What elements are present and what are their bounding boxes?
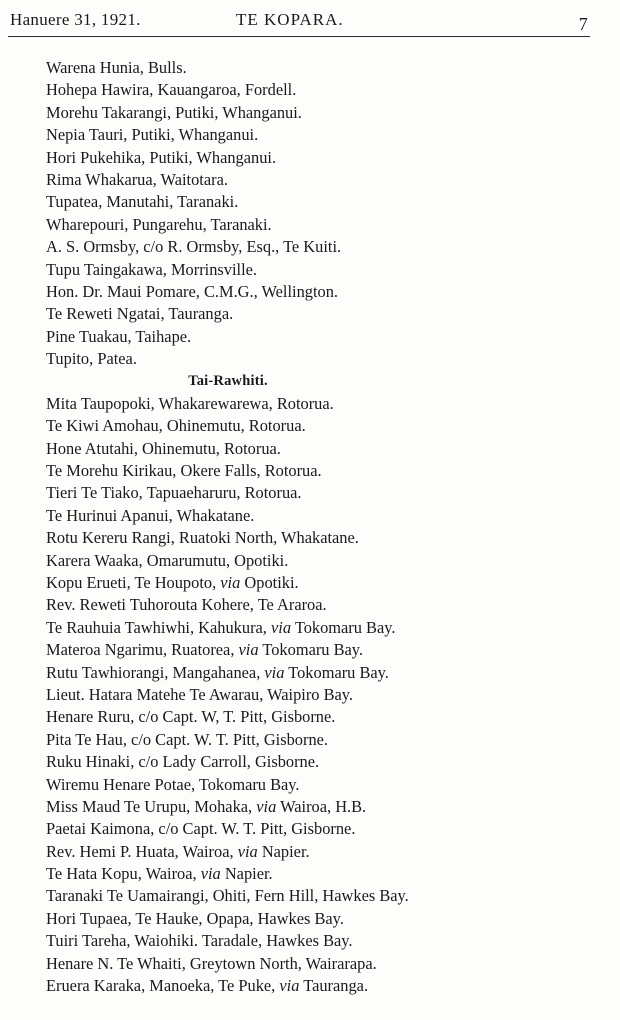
list-item [46, 662, 606, 684]
page-header [8, 4, 590, 37]
list-item: Taranaki Te Uamairangi, Ohiti, Fern Hill, Hawkes Bay. [46, 886, 409, 906]
subscriber-list [46, 57, 606, 997]
page-number: 7 [578, 14, 588, 34]
issue-date: Hanuere 31, 1921. [10, 10, 141, 29]
list-item: Warena Hunia, Bulls. [46, 58, 187, 77]
list-item [46, 975, 606, 997]
list-item: Wharepouri, Pungarehu, Taranaki. [46, 214, 272, 234]
list-item: Rima Whakarua, Waitotara. [46, 169, 228, 189]
list-item [46, 572, 606, 594]
list-item: Hori Pukehika, Putiki, Whanganui. [46, 147, 277, 167]
list-item: Te Reweti Ngatai, Tauranga. [46, 304, 234, 324]
list-item: Tieri Te Tiako, Tapuaeharuru, Rotorua. [46, 483, 302, 503]
via-text: via [238, 640, 259, 660]
list-item: Tuiri Tareha, Waiohiki. Taradale, Hawkes Bay. [46, 931, 353, 951]
list-item: Tupito, Patea. [46, 349, 137, 369]
list-item: Rev. Reweti Tuhorouta Kohere, Te Araroa. [46, 595, 327, 615]
entry-text: Napier. [220, 864, 273, 884]
section-heading: Tai-Rawhiti. [188, 373, 268, 390]
entry-text: Napier. [257, 841, 310, 861]
list-item: Henare N. Te Whaiti, Greytown North, Wairarapa. [46, 953, 377, 973]
entry-text: Tokomaru Bay. [291, 617, 396, 637]
via-text: via [264, 662, 285, 682]
via-text: via [279, 976, 300, 996]
list-item: Te Hurinui Apanui, Whakatane. [46, 505, 255, 525]
list-item [46, 841, 606, 863]
entry-text: Wairoa, H.B. [276, 796, 367, 816]
list-item: Hohepa Hawira, Kauangaroa, Fordell. [46, 80, 297, 100]
list-item: Lieut. Hatara Matehe Te Awarau, Waipiro Bay. [46, 684, 354, 704]
entry-text: Tauranga. [299, 976, 369, 996]
via-text: via [237, 841, 258, 861]
entry-text: Materoa Ngarimu, Ruatorea, [46, 640, 239, 660]
via-text: via [256, 796, 277, 816]
via-text: via [200, 864, 221, 884]
list-item: Nepia Tauri, Putiki, Whanganui. [46, 125, 259, 145]
entry-text: Tokomaru Bay. [284, 662, 389, 682]
list-item: Paetai Kaimona, c/o Capt. W. T. Pitt, Gisborne. [46, 819, 356, 839]
entry-text: Te Rauhuia Tawhiwhi, Kahukura, [46, 617, 271, 637]
list-item: Te Kiwi Amohau, Ohinemutu, Rotorua. [46, 416, 306, 436]
entry-text: Te Hata Kopu, Wairoa, [46, 864, 201, 884]
entry-text: Rutu Tawhiorangi, Mangahanea, [46, 662, 265, 682]
list-item: Tupu Taingakawa, Morrinsville. [46, 259, 258, 279]
list-item: Wiremu Henare Potae, Tokomaru Bay. [46, 774, 300, 794]
list-item: Hori Tupaea, Te Hauke, Opapa, Hawkes Bay. [46, 908, 344, 928]
list-item: Karera Waaka, Omarumutu, Opotiki. [46, 550, 289, 570]
list-item: Henare Ruru, c/o Capt. W, T. Pitt, Gisborne. [46, 707, 336, 727]
list-item [46, 796, 606, 818]
list-item: Pine Tuakau, Taihape. [46, 326, 192, 346]
list-item [46, 863, 606, 885]
via-text: via [220, 572, 241, 592]
list-item: Morehu Takarangi, Putiki, Whanganui. [46, 102, 302, 122]
list-item [46, 639, 606, 661]
entry-text: Rev. Hemi P. Huata, Wairoa, [46, 841, 238, 861]
list-item: Ruku Hinaki, c/o Lady Carroll, Gisborne. [46, 752, 320, 772]
list-item: Hone Atutahi, Ohinemutu, Rotorua. [46, 438, 281, 458]
entry-text: Tokomaru Bay. [258, 640, 364, 660]
list-item: A. S. Ormsby, c/o R. Ormsby, Esq., Te Kuiti. [46, 237, 342, 257]
list-item: Te Morehu Kirikau, Okere Falls, Rotorua. [46, 461, 322, 481]
entry-text: Opotiki. [240, 572, 299, 592]
entry-text: Eruera Karaka, Manoeka, Te Puke, [46, 976, 280, 996]
list-item [46, 617, 606, 639]
list-item: Hon. Dr. Maui Pomare, C.M.G., Wellington. [46, 281, 339, 301]
list-item: Mita Taupopoki, Whakarewarewa, Rotorua. [46, 393, 334, 413]
entry-text: Miss Maud Te Urupu, Mohaka, [46, 796, 257, 816]
list-item: Tupatea, Manutahi, Taranaki. [46, 192, 239, 212]
publication-title: TE KOPARA. [236, 10, 344, 29]
list-item: Pita Te Hau, c/o Capt. W. T. Pitt, Gisborne. [46, 729, 329, 749]
list-item: Rotu Kereru Rangi, Ruatoki North, Whakatane. [46, 528, 359, 548]
via-text: via [271, 617, 292, 637]
entry-text: Kopu Erueti, Te Houpoto, [46, 572, 221, 592]
